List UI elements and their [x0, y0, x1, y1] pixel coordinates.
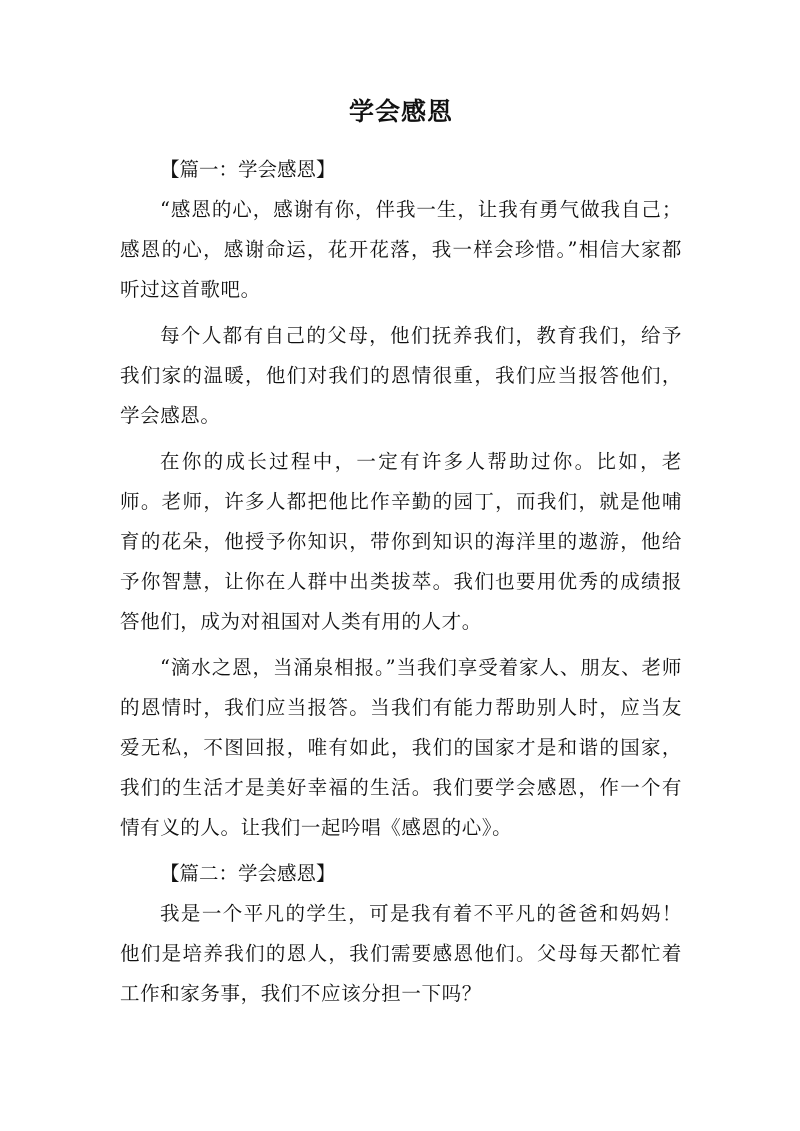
paragraph: 每个人都有自己的父母，他们抚养我们，教育我们，给予我们家的温暖，他们对我们的恩情很重，我们应当报答他们，学会感恩。 — [120, 324, 682, 427]
section-heading: 【篇一：学会感恩】 — [160, 158, 336, 181]
section-two — [120, 854, 682, 1014]
document-title: 学会感恩 — [348, 97, 453, 126]
paragraph: “滴水之恩，当涌泉相报。”当我们享受着家人、朋友、老师的恩情时，我们应当报答。当我们有能力帮助别人时，应当友爱无私，不图回报，唯有如此，我们的国家才是和谐的国家，我们的生活才是美好幸福的生活。我们要学会感恩，作一个有情有义的人。让我们一起吟唱《感恩的心》。 — [120, 656, 682, 839]
paragraph: 在你的成长过程中，一定有许多人帮助过你。比如，老师。老师，许多人都把他比作辛勤的园丁，而我们，就是他哺育的花朵，他授予你知识，带你到知识的海洋里的遨游，他给予你智慧，让你在人群中出类拔萃。我们也要用优秀的成绩报答他们，成为对祖国对人类有用的人才。 — [120, 450, 682, 633]
paragraph: 我是一个平凡的学生，可是我有着不平凡的爸爸和妈妈！他们是培养我们的恩人，我们需要感恩他们。父母每天都忙着工作和家务事，我们不应该分担一下吗？ — [120, 902, 682, 1005]
section-heading: 【篇二：学会感恩】 — [160, 862, 336, 885]
section-one — [120, 150, 682, 848]
document-page — [120, 92, 682, 1014]
paragraph: “感恩的心，感谢有你，伴我一生，让我有勇气做我自己；感恩的心，感谢命运，花开花落，我一样会珍惜。”相信大家都听过这首歌吧。 — [120, 198, 682, 301]
